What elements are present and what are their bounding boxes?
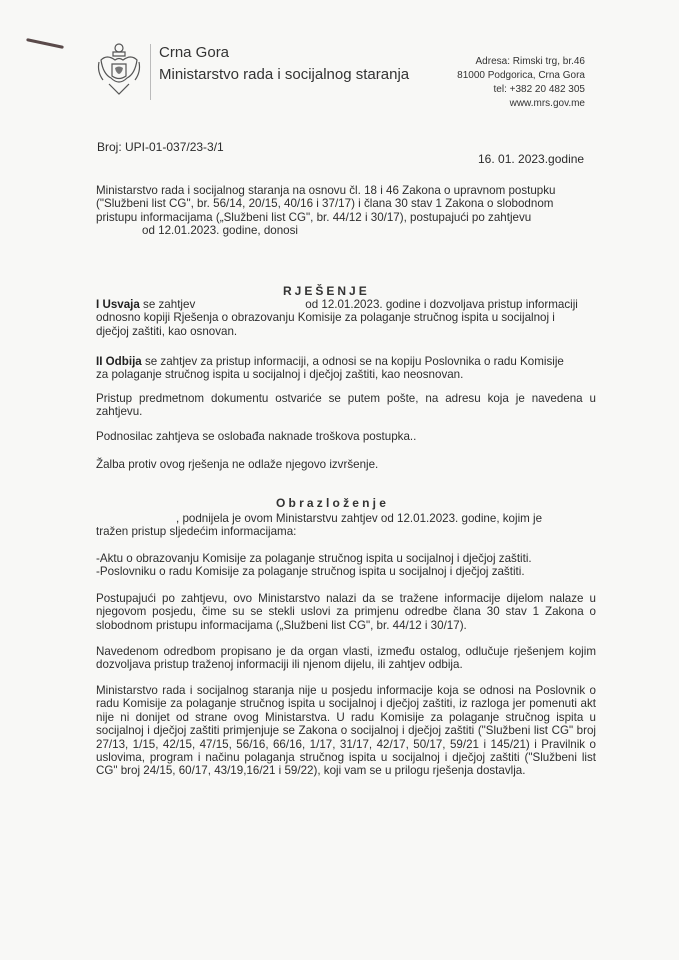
- usvaja-text: od 12.01.2023. godine i dozvoljava pristup informaciji: [305, 298, 578, 311]
- intro-line: pristupu informacijama („Službeni list CG", br. 44/12 i 30/17), postupajući po zahtjevu: [96, 210, 532, 224]
- list-item: -Poslovniku o radu Komisije za polaganje stručnog ispita u socijalnoj i dječjoj zaštiti.: [96, 565, 525, 579]
- obrazlozenje-paragraph-1: Postupajući po zahtjevu, ovo Ministarstvo nalazi da se tražene informacije dijelom nalaze u njegovom posjedu, čime su se stekli uslovi za primjenu odredbe člana 30 stav 1 Zakona o slobodnom pristupu informacijama („Službeni list CG", br. 44/12 i 30/17).: [96, 592, 596, 632]
- usvaja-paragraph: [96, 298, 588, 338]
- obrazlozenje-intro: [96, 512, 588, 539]
- podnosilac-paragraph: Podnosilac zahtjeva se oslobađa naknade troškova postupka..: [96, 430, 417, 443]
- odbija-label: II Odbija: [96, 355, 142, 368]
- coat-of-arms-icon: [95, 40, 143, 100]
- address-block: [457, 55, 585, 111]
- pen-mark: [26, 38, 64, 49]
- usvaja-text: dječjoj zaštiti, kao osnovan.: [96, 324, 238, 338]
- usvaja-text: odnosno kopiji Rješenja o obrazovanju Komisije za polaganje stručnog ispita u socijalnoj i: [96, 311, 555, 325]
- usvaja-text: se zahtjev: [139, 298, 196, 311]
- intro-paragraph: [96, 184, 588, 238]
- obrazlozenje-text: tražen pristup sljedećim informacijama:: [96, 525, 297, 539]
- obrazlozenje-text: , podnijela je ovom Ministarstvu zahtjev od 12.01.2023. godine, kojim je: [176, 512, 543, 525]
- intro-line: ("Službeni list CG", br. 56/14, 20/15, 40/16 i 37/17) i člana 30 stav 1 Zakona o slobodnom: [96, 197, 554, 211]
- resenje-heading: RJEŠENJE: [283, 284, 370, 298]
- obrazlozenje-heading: Obrazloženje: [276, 496, 390, 510]
- pristup-paragraph: Pristup predmetnom dokumentu ostvariće se putem pošte, na adresu koja je navedena u zahtjevu.: [96, 392, 596, 419]
- requested-info-list: [96, 552, 588, 579]
- obrazlozenje-paragraph-3: Ministarstvo rada i socijalnog staranja nije u posjedu informacije koja se odnosi na Poslovnik o radu Komisije za polaganje stručnog ispita u socijalnoj i dječjoj zaštiti, iz razloga jer pomenuti akt nije ni donijet od strane ovog Ministarstva. U radu Komisije za polaganje stručnog ispita u socijalnoj i dječjoj zaštiti primjenjuje se Zakona o socijalnoj i dječjoj zaštiti ("Službeni list CG" broj 27/13, 1/15, 42/15, 47/15, 56/16, 66/16, 1/17, 31/17, 42/17, 50/17, 59/21 i 145/21) i Pravilnik o uslovima, program i načinu polaganja stručnog ispita u socijalnoj i dječjoj zaštiti ("Službeni list CG" broj 24/15, 60/17, 43/19,16/21 i 59/22), koji vam se u prilogu rješenja dostavlja.: [96, 684, 596, 778]
- odbija-paragraph: [96, 355, 588, 382]
- odbija-text: za polaganje stručnog ispita u socijalnoj i dječjoj zaštiti, kao neosnovan.: [96, 368, 464, 382]
- obrazlozenje-paragraph-2: Navedenom odredbom propisano je da organ vlasti, između ostalog, odlučuje rješenjem kojim dozvoljava pristup traženoj informaciji ili njenom dijelu, ili zahtjev odbija.: [96, 645, 596, 672]
- document-date: 16. 01. 2023.godine: [478, 152, 585, 166]
- intro-line: Ministarstvo rada i socijalnog staranja na osnovu čl. 18 i 46 Zakona o upravnom postupku: [96, 184, 556, 197]
- ministry-name: Ministarstvo rada i socijalnog staranja: [159, 66, 410, 83]
- country-name: Crna Gora: [159, 44, 230, 61]
- phone-line: tel: +382 20 482 305: [493, 84, 585, 95]
- intro-line: od 12.01.2023. godine, donosi: [142, 224, 299, 238]
- website-line: www.mrs.gov.me: [509, 98, 585, 109]
- address-line: Adresa: Rimski trg, br.46: [475, 56, 585, 67]
- zalba-paragraph: Žalba protiv ovog rješenja ne odlaže njegovo izvršenje.: [96, 458, 379, 471]
- case-number: Broj: UPI-01-037/23-3/1: [97, 140, 224, 154]
- odbija-text: se zahtjev za pristup informaciji, a odnosi se na kopiju Poslovnika o radu Komisije: [141, 355, 564, 368]
- address-line: 81000 Podgorica, Crna Gora: [457, 70, 585, 81]
- header-divider: [150, 44, 151, 100]
- usvaja-label: I Usvaja: [96, 298, 140, 311]
- list-item: -Aktu o obrazovanju Komisije za polaganje stručnog ispita u socijalnoj i dječjoj zaštiti.: [96, 552, 532, 565]
